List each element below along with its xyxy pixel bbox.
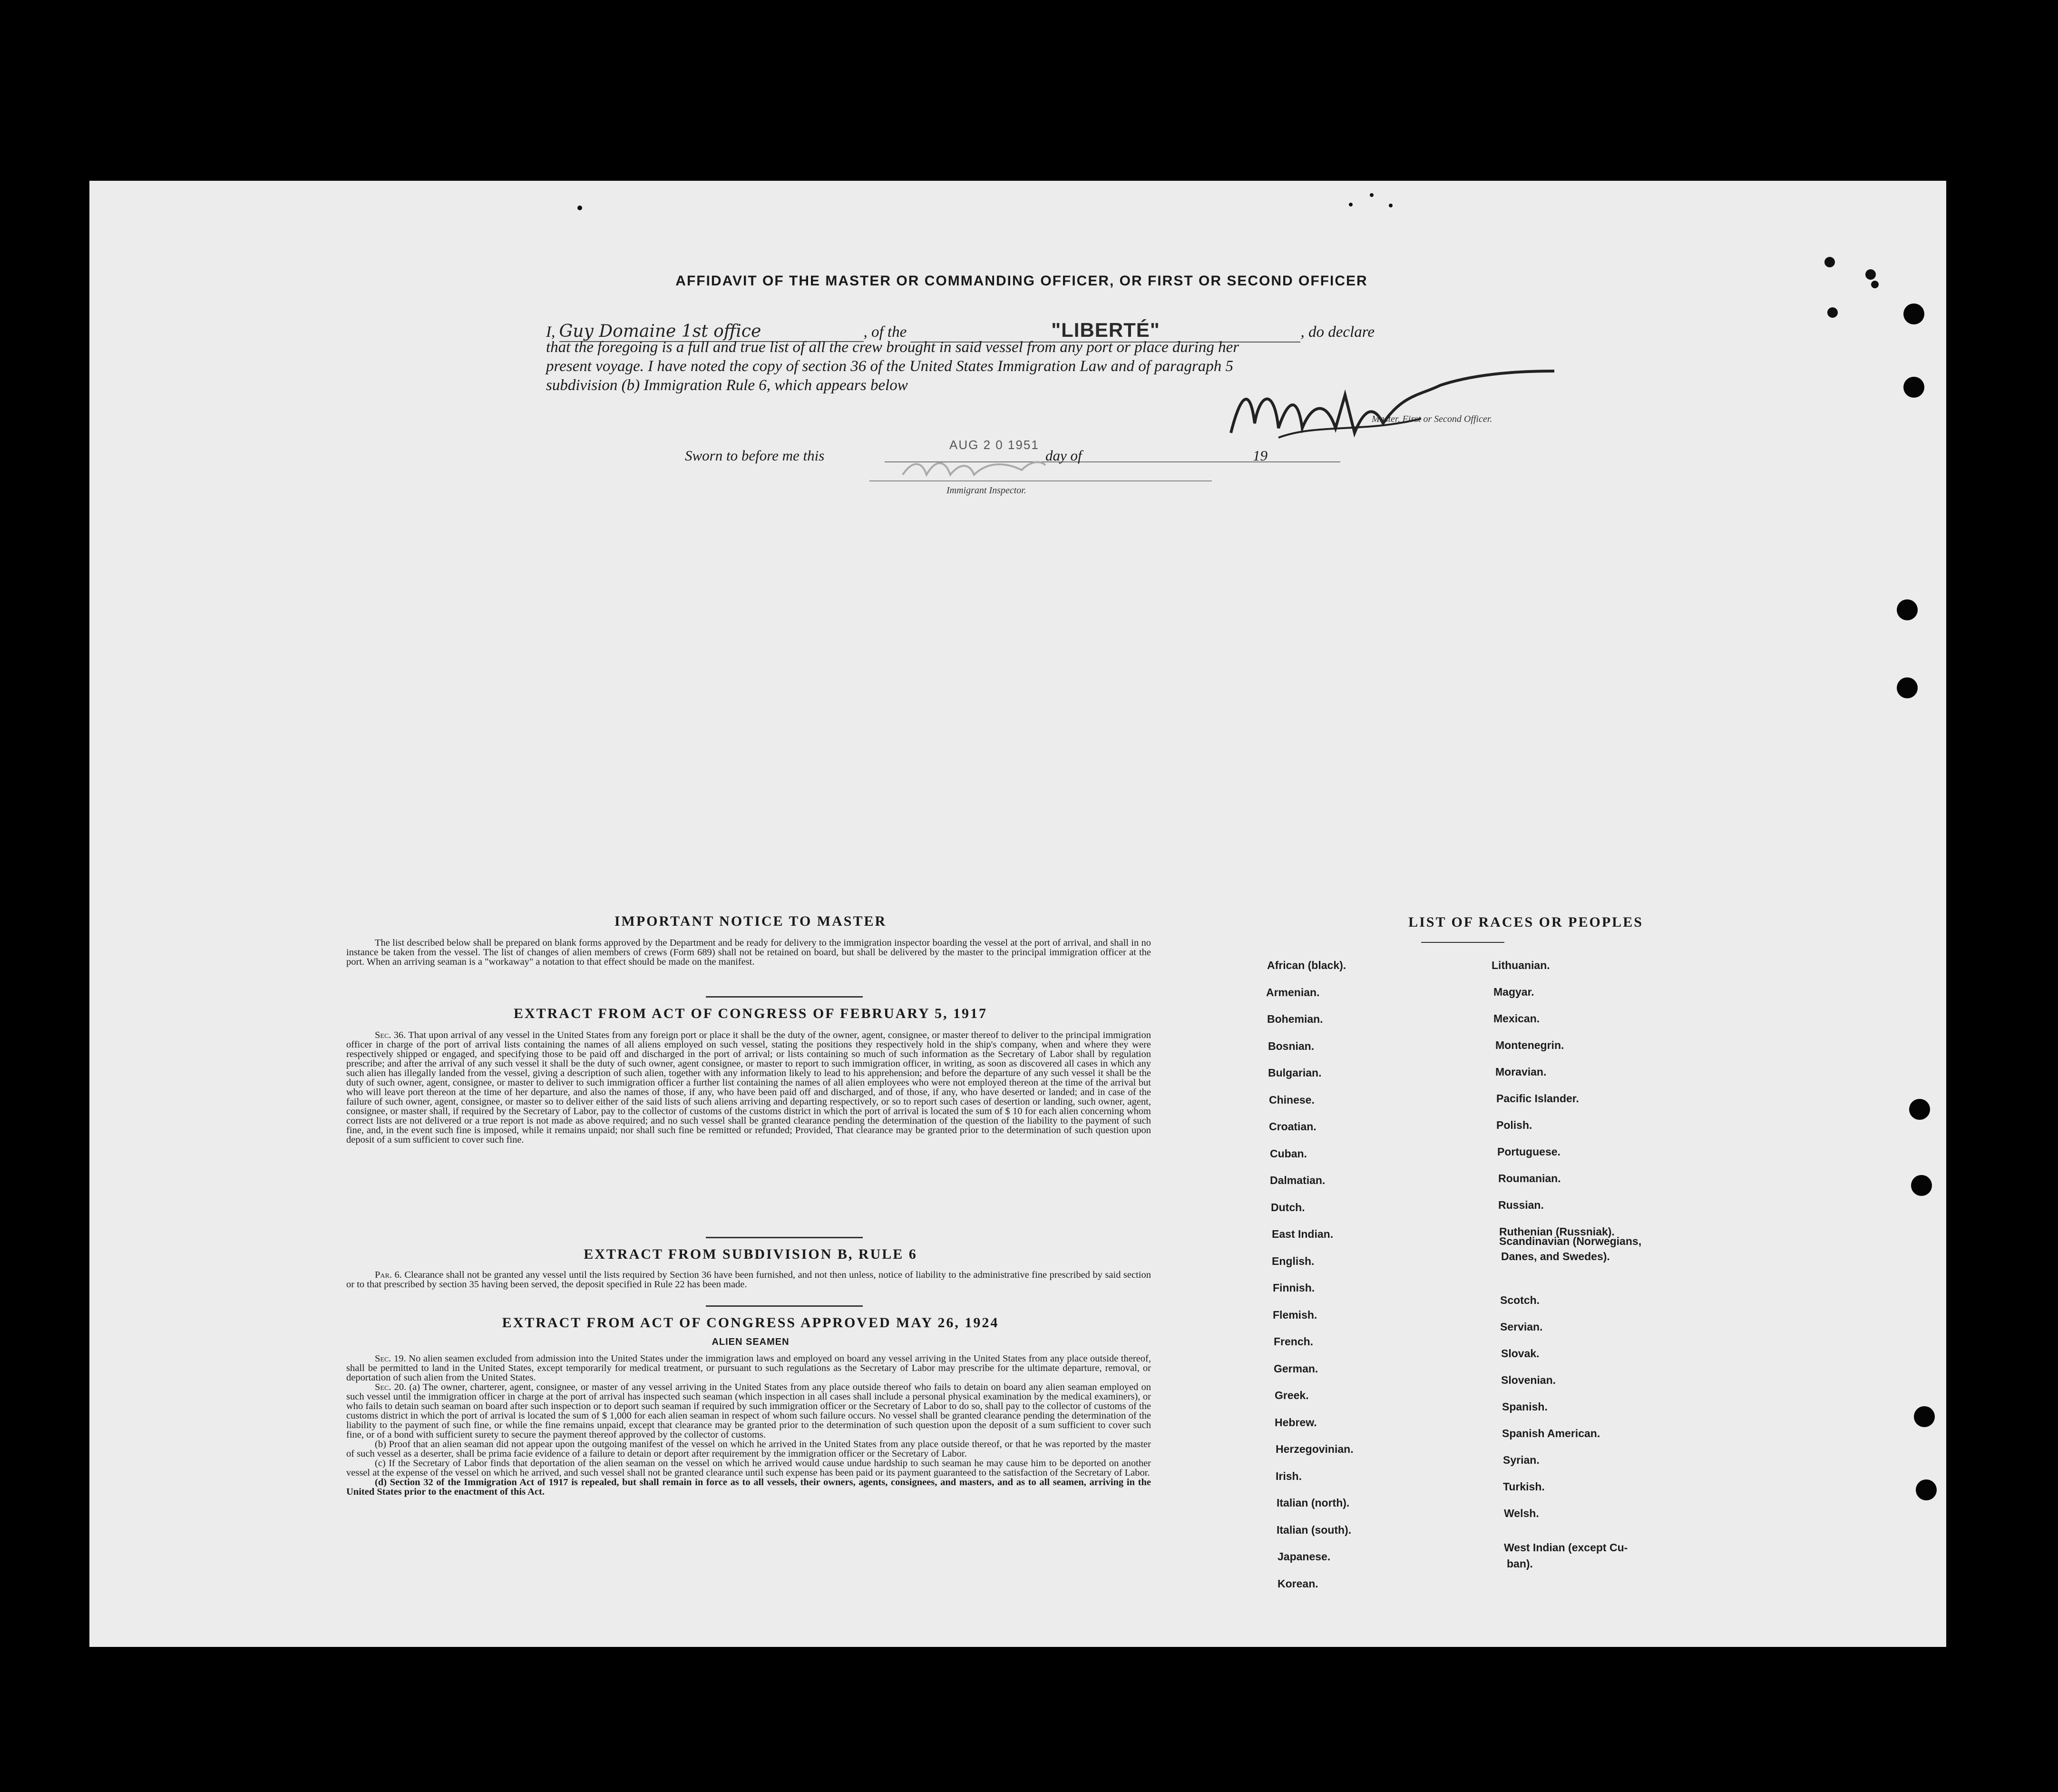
master-caption: Master, First or Second Officer. <box>1372 414 1492 424</box>
race-item: Irish. <box>1276 1469 1302 1482</box>
extract-1924-title: EXTRACT FROM ACT OF CONGRESS APPROVED MAY 26, 1924 <box>502 1315 999 1331</box>
race-item: West Indian (except Cu- <box>1504 1541 1628 1554</box>
race-item: Herzegovinian. <box>1276 1443 1354 1455</box>
ink-speck <box>1370 193 1374 197</box>
binder-hole <box>1897 677 1918 698</box>
race-item: Flemish. <box>1273 1308 1317 1321</box>
race-item: African (black). <box>1267 959 1346 971</box>
sec19-label: Sec. 19. <box>375 1353 406 1364</box>
race-item: Scandinavian (Norwegians, <box>1499 1235 1642 1247</box>
year-prefix: 19 <box>1253 447 1268 464</box>
alien-seamen-subtitle: ALIEN SEAMEN <box>712 1337 790 1347</box>
ink-speck <box>1827 307 1838 318</box>
divider <box>706 1237 863 1238</box>
sec19-paragraph <box>346 1354 1151 1382</box>
document-page <box>89 181 1946 1647</box>
binder-hole <box>1903 304 1924 324</box>
race-item: Slovak. <box>1501 1347 1540 1360</box>
race-item: Syrian. <box>1503 1454 1540 1466</box>
race-item: Lithuanian. <box>1492 959 1550 971</box>
race-item: Croatian. <box>1269 1120 1317 1133</box>
race-item: Scotch. <box>1500 1294 1540 1306</box>
sec20a-body: (a) The owner, charterer, agent, consignee, or master of any vessel arriving in the United States from any place outside thereof who fails to detain on board any alien seaman employed on such vessel until the immigration officer in charge at the port of arrival has inspected such seaman (which inspection in all cases shall include a personal physical examination by the medical examiners), or who fails to detain such seaman on board after such inspection or to deport such seaman if required by such immigration officer or the Secretary of Labor to do so, shall pay to the collector of customs of the customs district in which the port of arrival is located the sum of $ 1,000 for each alien seaman in respect of whom such failure occurs. No vessel shall be granted clearance pending the determination of the liability to the payment of such fine, or while the fine remains unpaid, except that clearance may be granted prior to the determination of such question upon the deposit of a sum sufficient to cover such fine, or of a bond with sufficient surety to secure the payment thereof approved by the collector of customs. <box>346 1382 1151 1440</box>
ship-name: "LIBERTÉ" <box>1051 319 1160 341</box>
race-item: Japanese. <box>1278 1550 1331 1563</box>
race-item: English. <box>1272 1254 1315 1267</box>
race-item: Turkish. <box>1503 1480 1545 1493</box>
race-item: Dutch. <box>1271 1201 1305 1214</box>
notice-body: The list described below shall be prepared on blank forms approved by the Department and be ready for delivery to the immigration inspector boarding the vessel at the port of arrival, and shall in no instance be taken from the vessel. The list of changes of alien members of crews (Form 689) shall not be retained on board, but shall be delivered by the master to the principal immigration officer at the port. When an arriving seaman is a "workaway" a notation to that effect should be made on the manifest. <box>346 938 1151 967</box>
inspector-line <box>869 480 1212 481</box>
binder-hole <box>1897 599 1918 620</box>
race-item: Russian. <box>1498 1199 1544 1211</box>
rule6-body: Clearance shall not be granted any vessel until the lists required by Section 36 have been furnished, and not then unless, notice of liability to the administrative fine prescribed by said section or to that prescribed by section 35 having been served, the deposit specified in Rule 22 has been made. <box>346 1270 1151 1290</box>
race-item: Spanish. <box>1502 1400 1548 1413</box>
affidavit-line-2: that the foregoing is a full and true list of all the crew brought in said vessel from any port or place during her <box>546 339 1239 356</box>
binder-hole <box>1909 1099 1930 1120</box>
race-item: Chinese. <box>1269 1093 1315 1106</box>
sec20-label: Sec. 20. <box>375 1382 407 1392</box>
ink-speck <box>1349 203 1353 206</box>
rule6-section <box>346 1270 1151 1289</box>
race-item: Pacific Islander. <box>1496 1092 1579 1105</box>
race-item: Armenian. <box>1266 986 1320 999</box>
sworn-prefix: Sworn to before me this <box>685 447 825 464</box>
divider <box>706 1305 863 1307</box>
race-item: Cuban. <box>1270 1147 1307 1160</box>
ink-speck <box>1389 204 1393 207</box>
race-item: Servian. <box>1500 1321 1543 1333</box>
race-item: Italian (north). <box>1277 1497 1350 1509</box>
extract-1917-section <box>346 1030 1151 1145</box>
race-item: Spanish American. <box>1502 1427 1600 1439</box>
binder-hole <box>1916 1479 1937 1500</box>
binder-hole <box>1911 1175 1932 1196</box>
ink-speck <box>1865 269 1876 280</box>
race-item: Roumanian. <box>1498 1172 1561 1185</box>
race-item: Bulgarian. <box>1268 1067 1322 1079</box>
race-item: Bosnian. <box>1268 1039 1315 1052</box>
race-item: Moravian. <box>1495 1066 1547 1078</box>
extract-1924-text <box>346 1354 1151 1497</box>
race-item: Bohemian. <box>1267 1013 1323 1025</box>
officer-name-handwritten: Guy Domaine 1st office <box>559 322 864 342</box>
extract-1917-title: EXTRACT FROM ACT OF CONGRESS OF FEBRUARY 5, 1917 <box>513 1006 988 1021</box>
race-continuation: ban). <box>1507 1557 1533 1570</box>
binder-hole <box>1914 1406 1935 1427</box>
affidavit-line-4: subdivision (b) Immigration Rule 6, which appears below <box>546 377 908 394</box>
race-item: Hebrew. <box>1275 1416 1317 1429</box>
ink-speck <box>1871 281 1879 288</box>
extract-1917-body: That upon arrival of any vessel in the United States from any foreign port or place it shall be the duty of the owner, agent, consignee, or master thereof to deliver to the principal immigration officer in charge of the port of arrival lists containing the names of all aliens employed on such vessel, stating the positions they respectively hold in the ship's company, when and where they were respectively shipped or engaged, and specifying those to be paid off and discharged in the port of arrival; or lists containing so much of such information as the Secretary of Labor shall by regulation prescribe; and after the arrival of any such vessel it shall be the duty of such owner, agent consignee, or master to report to such immigration officer, in writing, as soon as discovered all cases in which any such alien has illegally landed from the vessel, giving a description of such alien, together with any information likely to lead to his apprehension; and before the departure of any such vessel it shall be the duty of such owner, agent, consignee, or master to deliver to such immigration officer a further list containing the names of all alien employees who were not employed thereon at the time of the arrival but who will leave port thereon at the time of her departure, and also the names of those, if any, who have been paid off and discharged, and of those, if any, who have deserted or landed; and in case of the failure of such owner, agent, consignee, or master so to deliver either of the said lists of such aliens arriving and departing respectively, or so to report such cases of desertion or landing, such owner, agent, consignee, or master shall, if required by the Secretary of Labor, pay to the collector of customs of the customs district in which the port of arrival is located the sum of $ 10 for each alien concerning whom correct lists are not delivered or a true report is not made as above required; and no such vessel shall be granted clearance pending the determination of the question of the liability to the payment of such fine, and, in the event such fine is imposed, while it remains unpaid; nor shall such fine be remitted or refunded; Provided, That clearance may be granted prior to the determination of such question upon deposit of a sum sufficient to cover such fine. <box>346 1030 1151 1145</box>
ink-speck <box>577 206 582 210</box>
master-signature <box>1221 366 1564 457</box>
race-item: Welsh. <box>1504 1507 1539 1519</box>
race-item: Dalmatian. <box>1270 1174 1326 1186</box>
date-stamp: AUG 2 0 1951 <box>949 438 1039 452</box>
sec20c-paragraph: (c) If the Secretary of Labor finds that deportation of the alien seaman on the vessel on which he arrived would cause undue hardship to such seaman he may cause him to be deported on another vessel at the expense of the vessel on which he arrived, and such vessel shall not be granted clearance until such expense has been paid or its payment guaranteed to the satisfaction of the Secretary of Labor. <box>346 1458 1151 1478</box>
rule6-title: EXTRACT FROM SUBDIVISION B, RULE 6 <box>584 1246 917 1262</box>
race-item: Ruthenian (Russniak). <box>1499 1225 1615 1238</box>
inspector-caption: Immigrant Inspector. <box>946 485 1026 496</box>
rule6-label: Par. 6. <box>375 1270 402 1280</box>
race-item: Finnish. <box>1273 1282 1315 1294</box>
race-item: German. <box>1274 1362 1318 1375</box>
sworn-line <box>685 447 824 464</box>
affidavit-i: I, <box>546 323 556 341</box>
sec19-body: No alien seamen excluded from admission into the United States under the immigration laws and employed on board any vessel arriving in the United States from any place outside thereof, shall be permitted to land in the United States, except temporarily for medical treatment, or pursuant to such regulations as the Secretary of Labor may prescribe for the ultimate departure, removal, or deportation of such alien from the United States. <box>346 1353 1151 1383</box>
race-item: French. <box>1274 1335 1314 1348</box>
affidavit-do-declare: , do declare <box>1300 323 1375 341</box>
sec20a-paragraph <box>346 1382 1151 1439</box>
race-item: Korean. <box>1278 1577 1318 1590</box>
day-of: day of <box>1045 447 1082 464</box>
sec20d-paragraph: (d) Section 32 of the Immigration Act of 1917 is repealed, but shall remain in force as to all vessels, their owners, agents, consignees, and masters, and as to all seamen, arriving in the United States prior to the enactment of this Act. <box>346 1477 1151 1497</box>
notice-title: IMPORTANT NOTICE TO MASTER <box>614 913 887 929</box>
race-item: Mexican. <box>1493 1012 1540 1025</box>
race-item: Portuguese. <box>1497 1146 1561 1158</box>
divider <box>1421 942 1504 943</box>
month-blank <box>1093 461 1340 462</box>
extract-1917-label: Sec. 36. <box>375 1030 406 1040</box>
race-item: Montenegrin. <box>1495 1039 1564 1051</box>
race-item: Slovenian. <box>1501 1374 1556 1386</box>
sec20b-paragraph: (b) Proof that an alien seaman did not appear upon the outgoing manifest of the vessel on which he arrived in the United States from any place outside thereof, or that he was reported by the master of such vessel as a deserter, shall be prima facie evidence of a failure to detain or deport after requirement by the immigration officer or the Secretary of Labor. <box>346 1439 1151 1459</box>
race-item: East Indian. <box>1272 1228 1334 1240</box>
race-item: Polish. <box>1496 1119 1532 1131</box>
affidavit-of-the: , of the <box>863 323 907 341</box>
races-title: LIST OF RACES OR PEOPLES <box>1408 914 1643 930</box>
race-item: Italian (south). <box>1277 1523 1352 1536</box>
race-continuation: Danes, and Swedes). <box>1501 1250 1610 1263</box>
race-item: Greek. <box>1275 1389 1309 1401</box>
divider <box>706 996 863 998</box>
inspector-signature <box>898 451 1050 484</box>
affidavit-line-3: present voyage. I have noted the copy of section 36 of the United States Immigration Law and of paragraph 5 <box>546 358 1234 375</box>
race-item: Magyar. <box>1493 986 1534 998</box>
affidavit-title: AFFIDAVIT OF THE MASTER OR COMMANDING OFFICER, OR FIRST OR SECOND OFFICER <box>675 273 1368 289</box>
binder-hole <box>1903 377 1924 398</box>
ink-speck <box>1824 257 1835 267</box>
